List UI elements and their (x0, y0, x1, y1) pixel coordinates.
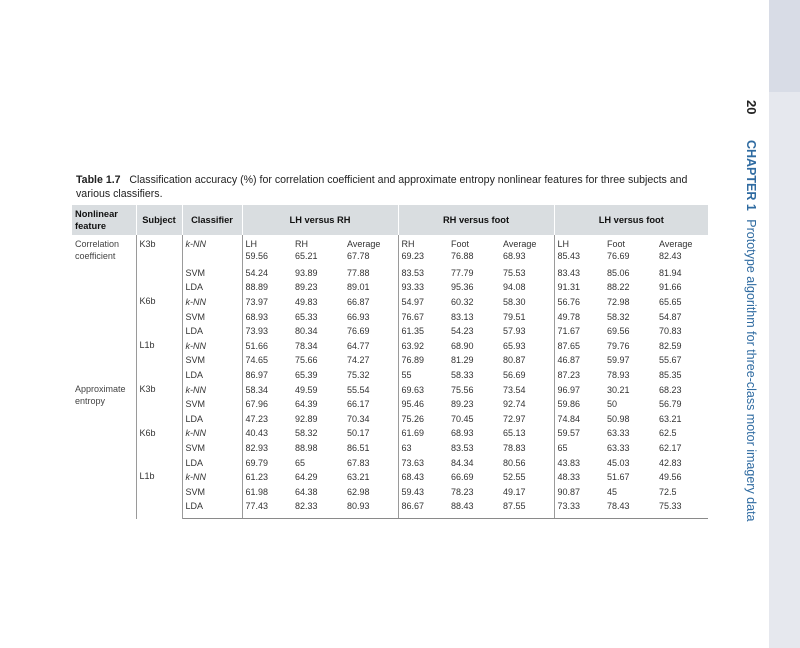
accuracy-cell: 86.97 (245, 369, 269, 380)
accuracy-cell: 65 (295, 457, 306, 468)
accuracy-cell (344, 235, 398, 266)
accuracy-cell: 64.39 (295, 399, 318, 410)
accuracy-cell: 46.87 (557, 355, 581, 366)
accuracy-cell: 73.33 (554, 500, 604, 519)
header-subject: Subject (136, 205, 182, 235)
accuracy-cell: 65.13 (500, 427, 554, 442)
accuracy-cell: 49.78 (557, 311, 581, 322)
subheader-label: Average (347, 239, 381, 249)
accuracy-cell: 75.26 (401, 413, 425, 424)
accuracy-cell: 86.51 (344, 441, 398, 456)
page-edge-strip (769, 0, 800, 648)
accuracy-cell: 80.56 (500, 456, 554, 471)
subheader-label: Average (503, 239, 537, 249)
accuracy-cell: 61.23 (245, 472, 269, 483)
accuracy-cell: 58.30 (500, 295, 554, 310)
accuracy-cell: 63.92 (401, 340, 425, 351)
subject-cell: L1b (136, 470, 182, 518)
accuracy-cell: 89.01 (344, 281, 398, 296)
accuracy-cell: 40.43 (245, 428, 269, 439)
accuracy-cell: 74.84 (557, 413, 581, 424)
accuracy-cell: 75.53 (500, 266, 554, 281)
accuracy-cell: 61.35 (401, 326, 425, 337)
accuracy-cell: 49.59 (295, 384, 318, 395)
classifier-svm: SVM (182, 310, 242, 325)
accuracy-cell: 69.79 (245, 457, 269, 468)
accuracy-cell: 82.59 (659, 340, 682, 351)
subject-cell: K6b (136, 295, 182, 339)
accuracy-cell: 63.21 (344, 470, 398, 485)
accuracy-cell: 62.17 (659, 442, 682, 453)
accuracy-cell: 77.43 (242, 500, 292, 519)
accuracy-cell: 48.33 (557, 472, 581, 483)
accuracy-cell: 59.57 (557, 428, 581, 439)
table-row (72, 470, 708, 485)
accuracy-cell (554, 235, 604, 266)
classifier-svm: SVM (182, 485, 242, 500)
accuracy-cell (448, 235, 500, 266)
accuracy-cell: 50 (607, 399, 618, 410)
accuracy-cell: 83.43 (557, 267, 581, 278)
subheader-label: LH (557, 239, 570, 249)
accuracy-cell: 56.76 (557, 296, 581, 307)
accuracy-cell: 59.86 (557, 399, 581, 410)
accuracy-cell: 71.67 (557, 326, 581, 337)
classifier-knn: k-NN (182, 383, 242, 398)
accuracy-cell: 59.97 (607, 355, 630, 366)
accuracy-cell: 78.23 (451, 486, 474, 497)
accuracy-cell: 76.69 (344, 324, 398, 339)
accuracy-cell: 66.93 (344, 310, 398, 325)
classifier-knn: k-NN (182, 470, 242, 485)
accuracy-cell: 80.93 (344, 500, 398, 519)
accuracy-value: 68.93 (503, 251, 526, 261)
accuracy-cell: 58.34 (245, 384, 269, 395)
accuracy-cell: 88.89 (245, 282, 269, 293)
classifier-lda: LDA (182, 412, 242, 427)
table-row (72, 427, 708, 442)
accuracy-cell: 68.93 (245, 311, 269, 322)
accuracy-cell: 95.36 (451, 282, 474, 293)
accuracy-cell: 76.89 (401, 355, 425, 366)
accuracy-cell: 75.66 (295, 355, 318, 366)
accuracy-cell: 94.08 (500, 281, 554, 296)
accuracy-cell: 78.83 (500, 441, 554, 456)
accuracy-cell: 55.67 (659, 355, 682, 366)
accuracy-cell: 65.39 (295, 369, 318, 380)
subheader-label: RH (295, 239, 308, 249)
accuracy-table (72, 205, 708, 519)
feature-correlation: Correlation coefficient (72, 235, 136, 383)
accuracy-cell (604, 235, 656, 266)
accuracy-value: 85.43 (557, 251, 581, 261)
accuracy-cell: 68.23 (659, 384, 682, 395)
accuracy-cell: 65.33 (295, 311, 318, 322)
classifier-lda: LDA (182, 281, 242, 296)
classifier-lda: LDA (182, 368, 242, 383)
accuracy-cell: 90.87 (557, 486, 581, 497)
accuracy-cell: 68.90 (451, 340, 474, 351)
feature-approx-entropy: Approximate entropy (72, 383, 136, 519)
accuracy-cell: 87.55 (500, 500, 554, 519)
subheader-label: RH (401, 239, 415, 249)
accuracy-cell: 85.06 (607, 267, 630, 278)
subject-cell: K3b (136, 235, 182, 295)
subheader-label: Average (659, 239, 693, 249)
table-header-row (72, 205, 708, 235)
accuracy-cell: 54.24 (245, 267, 269, 278)
accuracy-cell: 62.98 (344, 485, 398, 500)
accuracy-cell: 49.83 (295, 296, 318, 307)
subheader-label: Foot (607, 239, 626, 249)
accuracy-cell: 66.69 (451, 472, 474, 483)
accuracy-cell: 63 (401, 442, 412, 453)
accuracy-cell: 75.56 (451, 384, 474, 395)
accuracy-cell: 92.89 (295, 413, 318, 424)
accuracy-cell: 89.23 (451, 399, 474, 410)
accuracy-cell: 96.97 (557, 384, 581, 395)
accuracy-cell: 74.27 (344, 354, 398, 369)
accuracy-cell: 80.34 (295, 326, 318, 337)
accuracy-cell: 67.83 (344, 456, 398, 471)
accuracy-cell: 81.29 (451, 355, 474, 366)
accuracy-cell (398, 235, 448, 266)
header-lh-vs-rh: LH versus RH (242, 205, 398, 235)
accuracy-cell: 81.94 (659, 267, 682, 278)
accuracy-cell: 45 (607, 486, 618, 497)
accuracy-cell: 84.34 (451, 457, 474, 468)
accuracy-value: 59.56 (245, 251, 269, 261)
accuracy-value: 67.78 (347, 251, 370, 261)
accuracy-cell: 75.33 (656, 500, 708, 519)
accuracy-cell: 88.43 (448, 500, 500, 519)
table-label: Table 1.7 (76, 174, 121, 186)
accuracy-cell: 58.32 (295, 428, 318, 439)
accuracy-cell: 73.54 (500, 383, 554, 398)
accuracy-cell: 73.97 (245, 296, 269, 307)
accuracy-cell: 77.79 (451, 267, 474, 278)
accuracy-value: 69.23 (401, 251, 425, 261)
accuracy-cell: 91.31 (557, 282, 581, 293)
accuracy-value: 76.88 (451, 251, 474, 261)
accuracy-cell: 54.87 (659, 311, 682, 322)
accuracy-cell: 72.97 (500, 412, 554, 427)
chapter-title: Prototype algorithm for three-class motor imagery data (744, 219, 758, 522)
accuracy-cell: 83.13 (451, 311, 474, 322)
table-row (72, 383, 708, 398)
accuracy-cell: 83.53 (451, 442, 474, 453)
subheader-label: LH (245, 239, 258, 249)
accuracy-cell: 49.17 (500, 485, 554, 500)
accuracy-cell: 78.34 (295, 340, 318, 351)
accuracy-cell: 50.98 (607, 413, 630, 424)
accuracy-cell: 68.93 (451, 428, 474, 439)
accuracy-value: 82.43 (659, 251, 682, 261)
accuracy-cell: 58.32 (607, 311, 630, 322)
accuracy-cell: 75.32 (344, 368, 398, 383)
accuracy-cell: 30.21 (607, 384, 630, 395)
classifier-knn: k-NN (182, 295, 242, 310)
accuracy-cell: 60.32 (451, 296, 474, 307)
accuracy-cell: 61.98 (245, 486, 269, 497)
accuracy-cell: 63.33 (607, 428, 630, 439)
accuracy-cell: 70.34 (344, 412, 398, 427)
classifier-lda: LDA (182, 500, 242, 519)
accuracy-cell: 49.56 (659, 472, 682, 483)
classifier-svm: SVM (182, 266, 242, 281)
accuracy-cell: 42.83 (659, 457, 682, 468)
page-edge-tab (769, 0, 800, 92)
accuracy-cell: 87.65 (557, 340, 581, 351)
classifier-svm: SVM (182, 397, 242, 412)
accuracy-cell: 92.74 (500, 397, 554, 412)
accuracy-cell: 67.96 (245, 399, 269, 410)
header-classifier: Classifier (182, 205, 242, 235)
accuracy-cell: 57.93 (500, 324, 554, 339)
accuracy-cell (656, 235, 708, 266)
classifier-knn: k-NN (182, 235, 242, 266)
accuracy-cell: 82.33 (292, 500, 344, 519)
subject-cell: L1b (136, 339, 182, 383)
accuracy-cell: 51.67 (607, 472, 630, 483)
accuracy-cell: 72.98 (607, 296, 630, 307)
accuracy-cell: 70.45 (451, 413, 474, 424)
accuracy-cell: 95.46 (401, 399, 425, 410)
accuracy-cell: 78.43 (604, 500, 656, 519)
accuracy-cell: 56.79 (659, 399, 682, 410)
page-number: 20 (744, 100, 759, 115)
accuracy-cell: 65 (557, 442, 568, 453)
accuracy-cell: 88.22 (607, 282, 630, 293)
accuracy-cell: 63.33 (607, 442, 630, 453)
accuracy-cell: 59.43 (401, 486, 425, 497)
accuracy-cell: 68.43 (401, 472, 425, 483)
accuracy-cell: 91.66 (659, 282, 682, 293)
classifier-lda: LDA (182, 456, 242, 471)
accuracy-cell: 85.35 (659, 369, 682, 380)
accuracy-cell: 69.56 (607, 326, 630, 337)
chapter-label: CHAPTER 1 (744, 139, 758, 211)
table-row (72, 235, 708, 266)
accuracy-cell: 78.93 (607, 369, 630, 380)
classifier-svm: SVM (182, 441, 242, 456)
accuracy-cell: 73.63 (401, 457, 425, 468)
accuracy-cell: 66.17 (344, 397, 398, 412)
accuracy-cell: 83.53 (401, 267, 425, 278)
subject-cell: K6b (136, 427, 182, 471)
accuracy-cell: 89.23 (295, 282, 318, 293)
accuracy-cell: 54.23 (451, 326, 474, 337)
accuracy-cell: 66.87 (344, 295, 398, 310)
accuracy-cell: 47.23 (245, 413, 269, 424)
accuracy-cell: 74.65 (245, 355, 269, 366)
accuracy-cell: 76.67 (401, 311, 425, 322)
classifier-knn: k-NN (182, 427, 242, 442)
accuracy-cell: 93.89 (295, 267, 318, 278)
accuracy-cell: 87.23 (557, 369, 581, 380)
table-row (72, 339, 708, 354)
accuracy-cell: 43.83 (557, 457, 581, 468)
accuracy-cell: 70.83 (659, 326, 682, 337)
accuracy-cell (500, 235, 554, 266)
accuracy-cell: 45.03 (607, 457, 630, 468)
accuracy-cell: 77.88 (344, 266, 398, 281)
accuracy-cell: 58.33 (451, 369, 474, 380)
accuracy-cell (292, 235, 344, 266)
accuracy-cell: 65.65 (659, 296, 682, 307)
accuracy-cell: 62.5 (659, 428, 677, 439)
header-feature: Nonlinear feature (72, 205, 136, 235)
table-caption (76, 174, 696, 201)
accuracy-value: 76.69 (607, 251, 630, 261)
accuracy-cell: 72.5 (659, 486, 677, 497)
accuracy-cell: 93.33 (401, 282, 425, 293)
accuracy-cell: 51.66 (245, 340, 269, 351)
subject-cell: K3b (136, 383, 182, 427)
accuracy-cell: 86.67 (398, 500, 448, 519)
classifier-svm: SVM (182, 354, 242, 369)
accuracy-cell: 64.77 (344, 339, 398, 354)
accuracy-cell: 64.38 (295, 486, 318, 497)
accuracy-cell: 88.98 (295, 442, 318, 453)
accuracy-cell: 64.29 (295, 472, 318, 483)
header-lh-vs-foot: LH versus foot (554, 205, 708, 235)
subheader-label: Foot (451, 239, 470, 249)
accuracy-cell: 55 (401, 369, 412, 380)
accuracy-cell: 69.63 (401, 384, 425, 395)
accuracy-cell: 79.76 (607, 340, 630, 351)
header-rh-vs-foot: RH versus foot (398, 205, 554, 235)
accuracy-cell: 80.87 (500, 354, 554, 369)
accuracy-cell: 65.93 (500, 339, 554, 354)
table-row (72, 295, 708, 310)
caption-text: Classification accuracy (%) for correlation coefficient and approximate entropy nonlinear features for three subjects and various classifiers. (76, 174, 688, 200)
accuracy-cell: 73.93 (245, 326, 269, 337)
accuracy-cell: 63.21 (659, 413, 682, 424)
running-head (744, 100, 759, 522)
classifier-lda: LDA (182, 324, 242, 339)
accuracy-cell: 50.17 (344, 427, 398, 442)
accuracy-cell: 56.69 (500, 368, 554, 383)
accuracy-cell: 55.54 (344, 383, 398, 398)
table-body (72, 235, 708, 519)
accuracy-value: 65.21 (295, 251, 318, 261)
accuracy-cell: 61.69 (401, 428, 425, 439)
accuracy-cell (242, 235, 292, 266)
accuracy-cell: 54.97 (401, 296, 425, 307)
accuracy-cell: 52.55 (500, 470, 554, 485)
classifier-knn: k-NN (182, 339, 242, 354)
accuracy-cell: 79.51 (500, 310, 554, 325)
accuracy-cell: 82.93 (245, 442, 269, 453)
